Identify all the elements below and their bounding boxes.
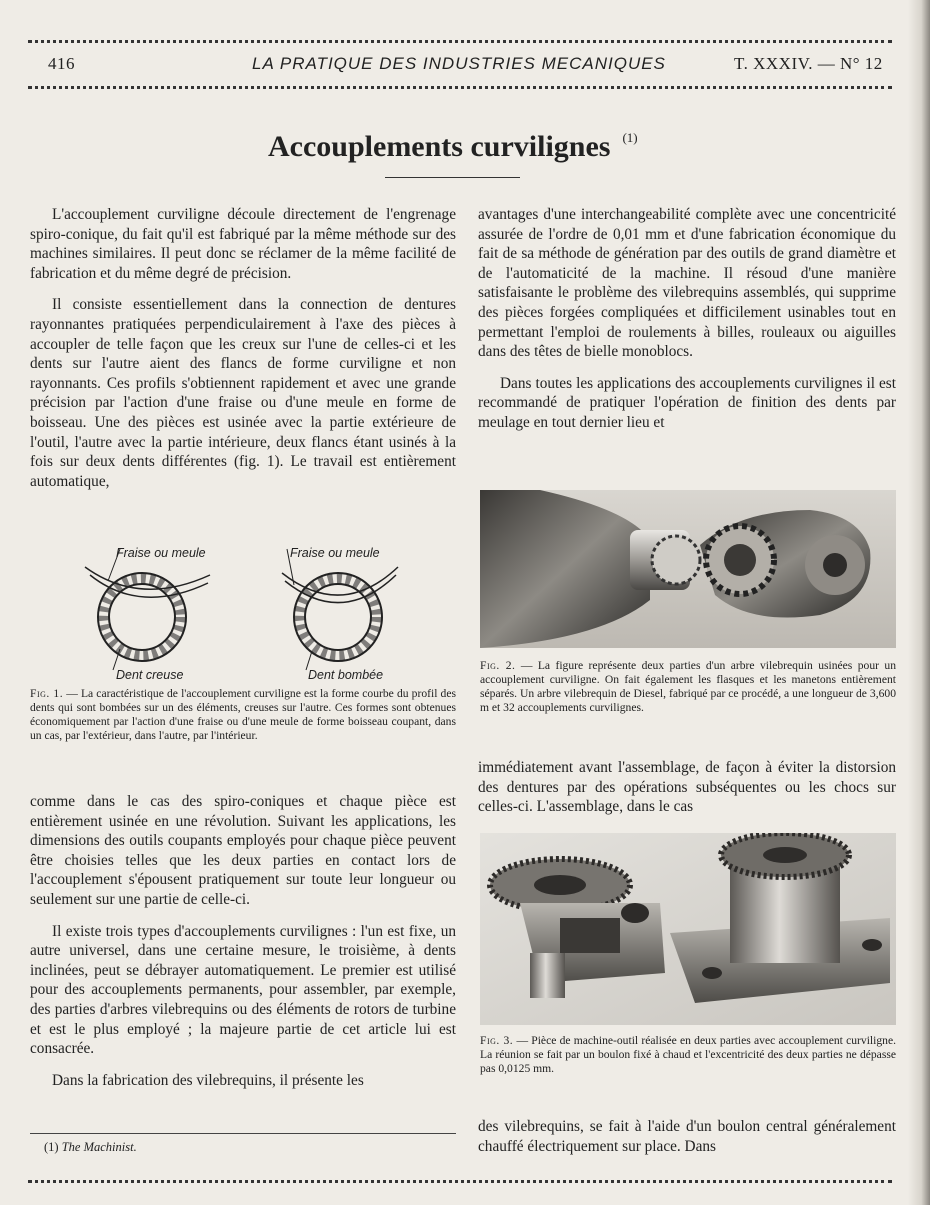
left-tool-label: Fraise ou meule [116,546,206,560]
column-2-top [478,205,896,445]
header-bottom-rule [28,86,892,89]
figure-2-caption [480,659,896,715]
right-part-label: Dent bombée [308,668,384,682]
figure-3-label: Fig. 3. [480,1034,514,1047]
figure-1-label: Fig. 1. [30,687,64,700]
article-title-text: Accouplements curvilignes [268,130,611,163]
article-title [268,130,638,164]
title-rule [385,177,520,178]
column-2-bottom [478,1117,896,1168]
page-edge-shadow [908,0,930,1205]
footer-rule [28,1180,892,1183]
paragraph: L'accouplement curviligne découle directement de l'engrenage spiro-conique, du fait qu'il est fabriqué par la même méthode sur des machines similaires. Il peut donc se réclamer de la même facilité de fabrication et du même degré de précision. [30,206,456,282]
paragraph: avantages d'une interchangeabilité complète avec une concentricité assurée de l'ordre de 0,01 mm et d'une fabrication économique du fait de sa méthode de génération par des outils de grand diamètre et de l'automaticité de la machine. Il résoud d'une manière satisfaisante le problème des vilebrequins assemblés, qui supprime des pièces forgées compliquées et difficilement usinables tout en permettant l'emploi de roulements à billes, rouleaux ou aiguilles dans des têtes de bielle monoblocs. [478,206,896,361]
figure-1-diagram [80,545,410,685]
left-part-label: Dent creuse [116,668,184,682]
right-coupling-diagram [282,546,398,682]
figure-3-caption [480,1034,896,1076]
figure-1-caption-text: — La caractéristique de l'accouplement curviligne est la forme courbe du profil des dents qui sont bombées sur un des éléments, creuses sur l'autre. Ces formes sont obtenues économiquement par l'action d'une fraise ou d'une meule de forme boisseau coupant, dans un cas, par l'extérieur, dans l'autre, par l'intérieur. [30,687,456,743]
column-2-middle [478,758,896,829]
column-1-bottom [30,792,456,1102]
header-top-rule [28,40,892,43]
paragraph: Il existe trois types d'accouplements curvilignes : l'un est fixe, un autre universel, dans une certaine mesure, le troisième, à dents inclinées, peut se débrayer automatiquement. Le premier est utilisé pour des accouplements permanents, pour assembler, par exemple, des parties d'arbres vilebrequins ou des éléments de rotors de turbine et est le plus employé ; la majeure partie de cet article lui est consacrée. [30,922,456,1058]
figure-2-caption-text: — La figure représente deux parties d'un arbre vilebrequin usinées pour un accouplement curviligne. On fait également les flasques et les manetons entièrement séparés. Un arbre vilebrequin de Diesel, fabriqué par ce procédé, a une longueur de 3,600 m et 32 accouplements curvilignes. [480,659,896,715]
paragraph: des vilebrequins, se fait à l'aide d'un boulon central généralement chauffé électriquement sur place. Dans [478,1118,896,1155]
paragraph: Dans la fabrication des vilebrequins, il présente les [52,1071,364,1089]
page-number: 416 [48,54,75,73]
figure-3-caption-text: — Pièce de machine-outil réalisée en deux parties avec accouplement curviligne. La réunion se fait par un boulon fixé à chaud et l'excentricité des deux parties ne dépasse pas 0,0125 mm. [480,1034,896,1076]
title-footnote-marker: (1) [622,130,638,145]
paragraph: Il consiste essentiellement dans la connection de dentures rayonnantes pratiquées perpendiculairement à l'axe des pièces à accoupler de telle façon que les creux sur l'une de celles-ci et les dents sur l'autre aient des flancs de forme curviligne et non rayonnants. Ces profils s'obtiennent rapidement et avec une grande précision par l'action d'une fraise ou d'une meule en forme de boisseau. Une des pièces est usinée avec la partie extérieure de l'outil, l'autre avec la partie intérieure, deux flancs étant usinés à la fois sur deux dents différentes (fig. 1). Le travail est entièrement automatique, [30,296,456,490]
paragraph: immédiatement avant l'assemblage, de façon à éviter la distorsion des dentures par des opérations subséquentes ou les chocs sur celles-ci. L'assemblage, dans le cas [478,759,896,816]
footnote [44,1140,137,1155]
figure-2-label: Fig. 2. [480,659,516,672]
footnote-marker: (1) [44,1140,59,1154]
column-1-top [30,205,456,503]
figure-3-photo [480,833,896,1025]
footnote-text: The Machinist. [61,1140,137,1154]
footnote-rule [30,1133,456,1134]
issue-number: T. XXXIV. — N° 12 [734,54,883,73]
figure-1-caption [30,687,456,743]
left-coupling-diagram [85,546,210,682]
journal-title: LA PRATIQUE DES INDUSTRIES MECANIQUES [252,54,666,73]
paragraph: comme dans le cas des spiro-coniques et chaque pièce est entièrement usinée en une révolution. Suivant les applications, les dimensions des outils coupants employés pour chaque pièce peuvent être choisies telles que les deux parties en contact lors de l'accouplement s'épousent pratiquement sur toute leur longueur ou seulement sur une partie de celle-ci. [30,793,456,908]
right-tool-label: Fraise ou meule [290,546,380,560]
figure-2-photo [480,490,896,648]
paragraph: Dans toutes les applications des accouplements curvilignes il est recommandé de pratiquer l'opération de finition des dents par meulage en tout dernier lieu et [478,374,896,431]
